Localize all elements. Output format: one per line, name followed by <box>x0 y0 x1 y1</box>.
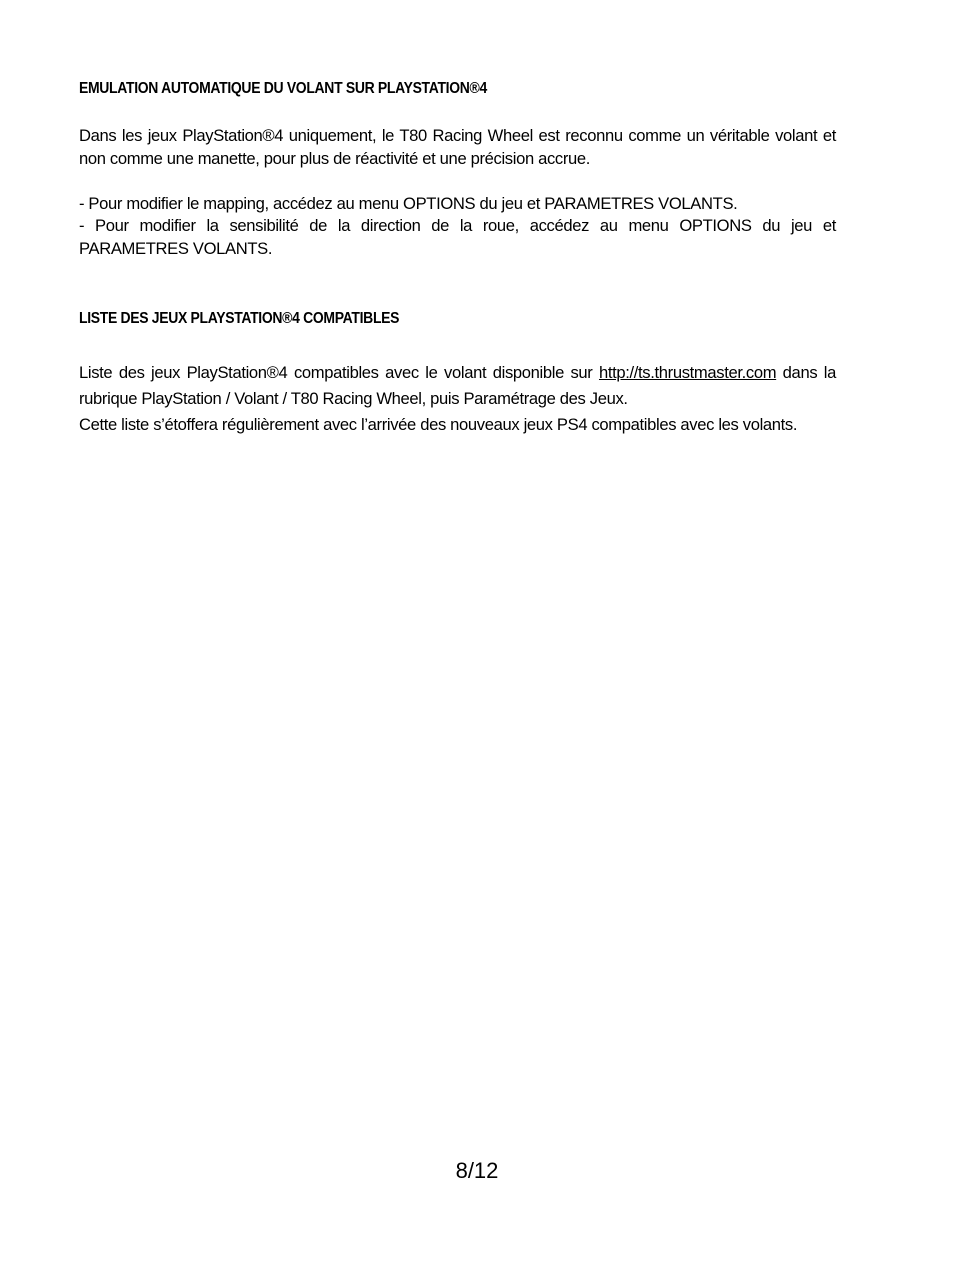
section-heading-compatible-games: LISTE DES JEUX PLAYSTATION®4 COMPATIBLES <box>79 310 400 327</box>
bullet-sensitivity-line-2: PARAMETRES VOLANTS. <box>79 239 273 258</box>
bullet-mapping-text: - Pour modifier le mapping, accédez au menu OPTIONS du jeu et PARAMETRES VOLANTS. <box>79 194 738 213</box>
section-heading-emulation: EMULATION AUTOMATIQUE DU VOLANT SUR PLAYSTATION®4 <box>79 80 487 97</box>
compatible-line-3: Cette liste s’étoffera régulièrement avec l’arrivée des nouveaux jeux PS4 compatibles avec les volants. <box>79 415 798 434</box>
bullet-mapping <box>79 192 836 215</box>
page-number: 8/12 <box>455 1158 499 1183</box>
compatible-text-after-link: dans la <box>776 363 836 382</box>
thrustmaster-link[interactable]: http://ts.thrustmaster.com <box>598 363 777 382</box>
compatible-text-before-link: Liste des jeux PlayStation®4 compatibles avec le volant disponible sur <box>79 363 599 382</box>
compatible-line-1 <box>79 360 836 386</box>
intro-line-2: non comme une manette, pour plus de réactivité et une précision accrue. <box>79 149 591 168</box>
bullet-sensitivity <box>79 214 836 260</box>
bullet-sensitivity-line-1: - Pour modifier la sensibilité de la direction de la roue, accédez au menu OPTIONS du jeu et <box>79 216 836 235</box>
document-page <box>79 0 836 1272</box>
intro-line-1: Dans les jeux PlayStation®4 uniquement, le T80 Racing Wheel est reconnu comme un véritable volant et <box>79 126 836 145</box>
compatible-line-2: rubrique PlayStation / Volant / T80 Racing Wheel, puis Paramétrage des Jeux. <box>79 389 628 408</box>
intro-paragraph <box>79 124 836 170</box>
compatible-games-paragraph <box>79 360 836 438</box>
